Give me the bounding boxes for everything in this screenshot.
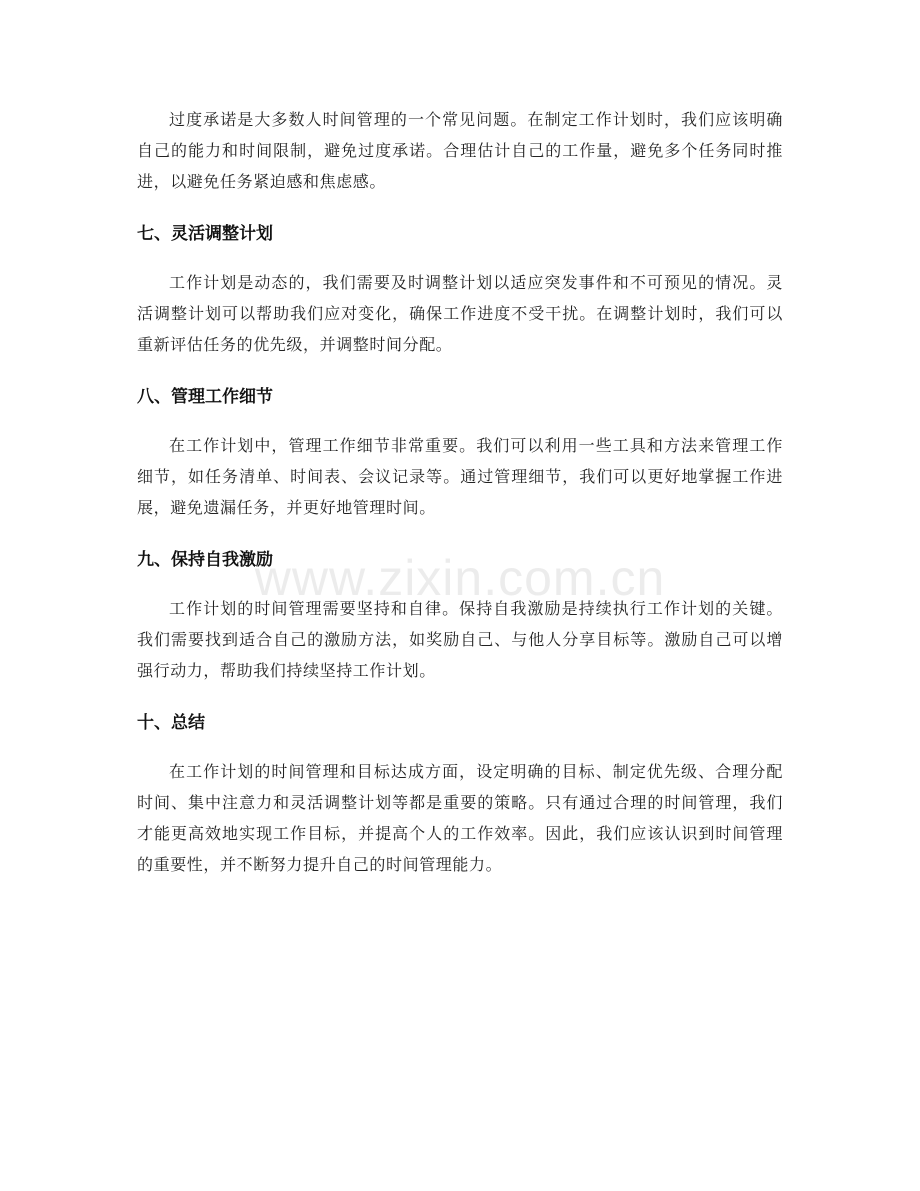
document-body <box>137 104 783 880</box>
watermark-text: www.zixin.com.cn <box>254 550 666 606</box>
paragraph-summary: 在工作计划的时间管理和目标达成方面，设定明确的目标、制定优先级、合理分配时间、集中注意力和灵活调整计划等都是重要的策略。只有通过合理的时间管理，我们才能更高效地实现工作目标，并提高个人的工作效率。因此，我们应该认识到时间管理的重要性，并不断努力提升自己的时间管理能力。 <box>137 762 783 874</box>
heading-section-10: 十、总结 <box>137 713 205 733</box>
paragraph-manage-details: 在工作计划中，管理工作细节非常重要。我们可以利用一些工具和方法来管理工作细节，如任务清单、时间表、会议记录等。通过管理细节，我们可以更好地掌握工作进展，避免遗漏任务，并更好地管理时间。 <box>137 436 783 517</box>
paragraph-overcommitment: 过度承诺是大多数人时间管理的一个常见问题。在制定工作计划时，我们应该明确自己的能力和时间限制，避免过度承诺。合理估计自己的工作量，避免多个任务同时推进，以避免任务紧迫感和焦虑感。 <box>137 110 783 191</box>
heading-section-7: 七、灵活调整计划 <box>137 224 273 244</box>
paragraph-self-motivation: 工作计划的时间管理需要坚持和自律。保持自我激励是持续执行工作计划的关键。我们需要找到适合自己的激励方法，如奖励自己、与他人分享目标等。激励自己可以增强行动力，帮助我们持续坚持工作计划。 <box>137 599 783 680</box>
paragraph-flexible-adjustment: 工作计划是动态的，我们需要及时调整计划以适应突发事件和不可预见的情况。灵活调整计划可以帮助我们应对变化，确保工作进度不受干扰。在调整计划时，我们可以重新评估任务的优先级，并调整时间分配。 <box>137 273 783 354</box>
heading-section-9: 九、保持自我激励 <box>137 550 273 570</box>
heading-section-8: 八、管理工作细节 <box>137 387 273 407</box>
